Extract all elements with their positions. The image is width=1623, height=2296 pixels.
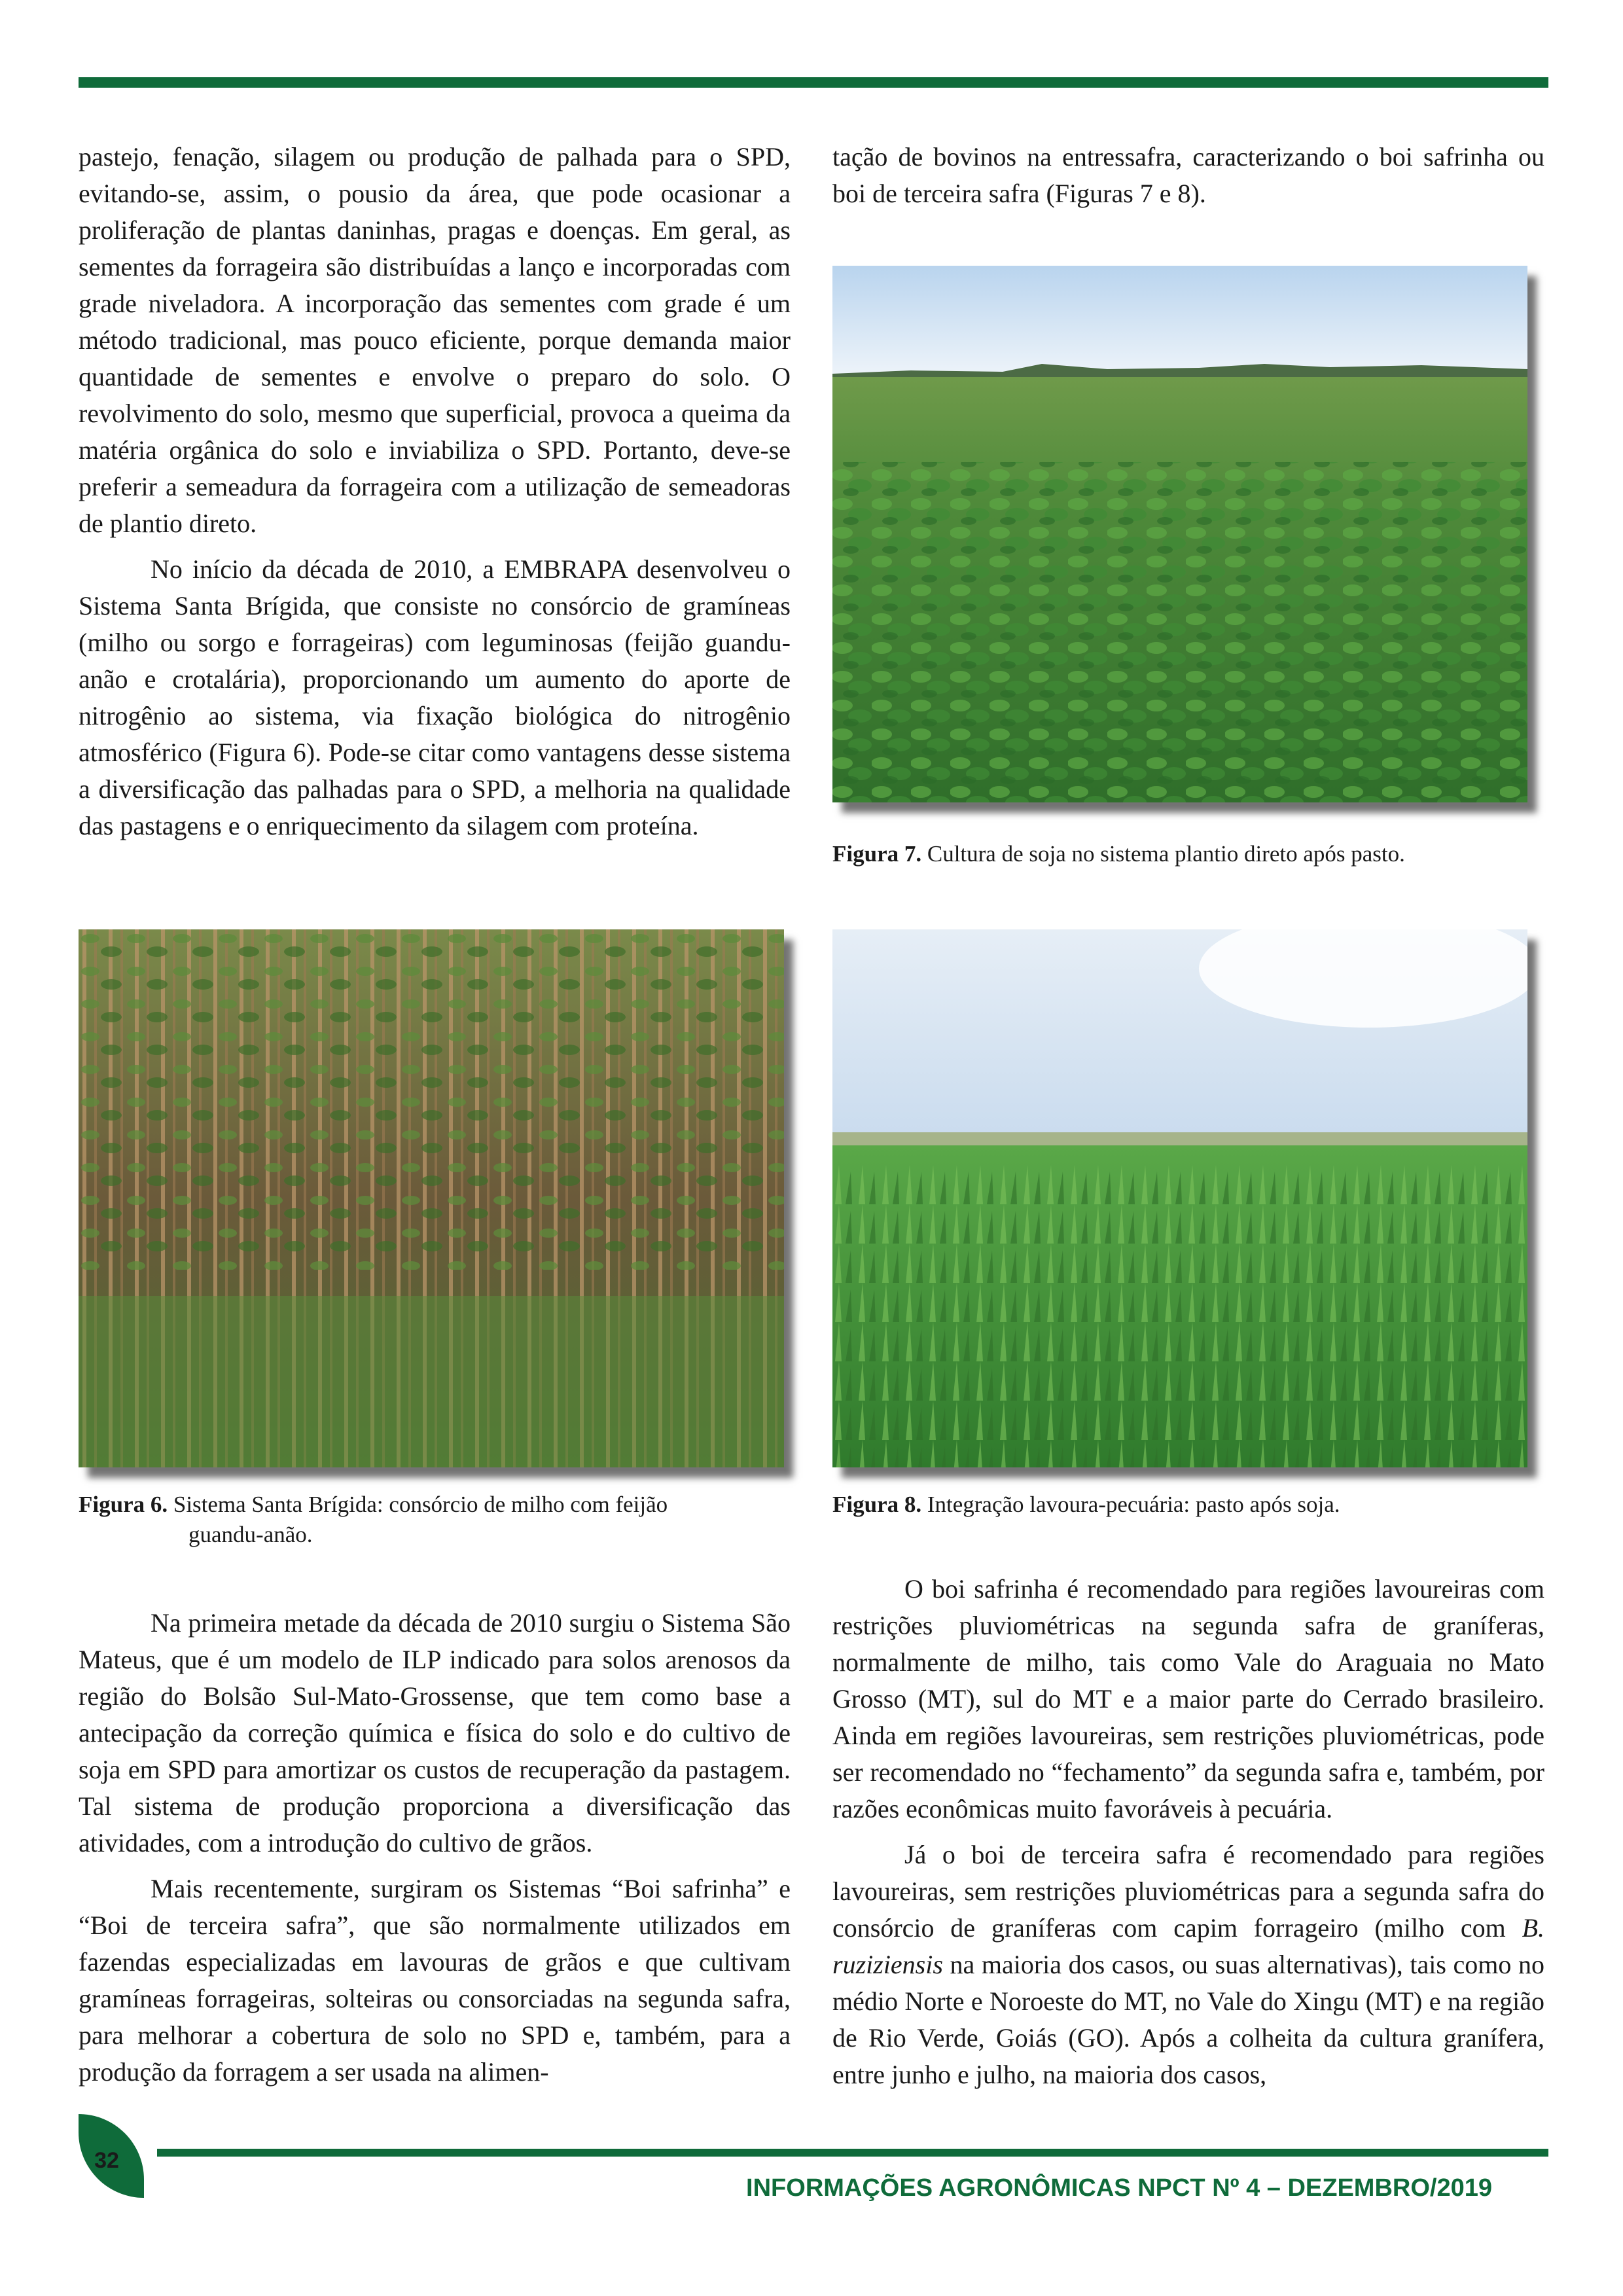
caption-label: Figura 8. [832,1492,922,1517]
paragraph-text: na maioria dos casos, ou suas alternativas), tais como no médio Norte e Noroeste do MT, no Vale do Xingu (MT) e na região de Rio Verde, Goiás (GO). Após a colheita da cultura granífera, entre junho e julho, na maioria dos casos, [832,1950,1544,2089]
figure-7-photo [832,266,1527,802]
right-column-bottom [832,1571,1544,2093]
paragraph: Mais recentemente, surgiram os Sistemas “Boi safrinha” e “Boi de terceira safra”, que são normalmente utilizados em fazendas especializadas em lavouras de grãos e que cultivam gramíneas forrageiras, solteiras ou consorciadas na segunda safra, para melhorar a cobertura de solo no SPD e, também, para a produção da forragem a ser usada na alimen- [79,1874,791,2087]
paragraph: No início da década de 2010, a EMBRAPA desenvolveu o Sistema Santa Brígida, que consiste no consórcio de gramíneas (milho ou sorgo e forrageiras) com leguminosas (feijão guandu-anão e crotalária), proporcionando um aumento do aporte de nitrogênio ao sistema, via fixação biológica do nitrogênio atmosférico (Figura 6). Pode-se citar como vantagens desse sistema a diversificação das palhadas para o SPD, a melhoria na qualidade das pastagens e o enriquecimento da silagem com proteína. [79,554,791,840]
caption-label: Figura 6. [79,1492,168,1517]
paragraph: tação de bovinos na entressafra, caracterizando o boi safrinha ou boi de terceira safra (Figuras 7 e 8). [832,142,1544,208]
soybean-field-image [832,266,1527,802]
paragraph: O boi safrinha é recomendado para regiões lavoureiras com restrições pluviométricas na segunda safra de graníferas, normalmente de milho, tais como Vale do Araguaia no Mato Grosso (MT), sul do MT e a maior parte do Cerrado brasileiro. Ainda em regiões lavoureiras, sem restrições pluviométricas, pode ser recomendado no “fechamento” da segunda safra e, também, por razões econômicas muito favoráveis à pecuária. [832,1574,1544,1823]
figure-6-photo [79,929,784,1467]
pasture-field-image [832,929,1527,1467]
figure-6-caption [79,1490,792,1550]
paragraph: pastejo, fenação, silagem ou produção de palhada para o SPD, evitando-se, assim, o pousio da área, que pode ocasionar a proliferação de plantas daninhas, pragas e doenças. Em geral, as sementes da forrageira são distribuídas a lanço e incorporadas com grade niveladora. A incorporação das sementes com grade é um método tradicional, mas pouco eficiente, porque demanda maior quantidade de sementes e envolve o preparo do solo. O revolvimento do solo, mesmo que superficial, provoca a queima da matéria orgânica do solo e inviabiliza o SPD. Portanto, deve-se preferir a semeadura da forrageira com a utilização de semeadoras de plantio direto. [79,142,791,538]
right-column-top [832,139,1544,212]
caption-text: Cultura de soja no sistema plantio direto após pasto. [927,841,1405,867]
footer-rule [157,2149,1548,2157]
paragraph [832,1837,1544,2093]
left-column-top [79,139,791,844]
page-number: 32 [94,2148,119,2173]
header-rule [79,77,1548,88]
left-column-bottom [79,1605,791,2090]
figure-7-caption [832,839,1546,869]
caption-label: Figura 7. [832,841,922,867]
paragraph-text: Já o boi de terceira safra é recomendado para regiões lavoureiras, sem restrições pluviométricas para a segunda safra do consórcio de graníferas com capim forrageiro (milho com [832,1840,1544,1943]
paragraph: Na primeira metade da década de 2010 surgiu o Sistema São Mateus, que é um modelo de ILP indicado para solos arenosos da região do Bolsão Sul-Mato-Grossense, que tem como base a antecipação da correção química e física do solo e do cultivo de soja em SPD para amortizar os custos de recuperação da pastagem. Tal sistema de produção proporciona a diversificação das atividades, com a introdução do cultivo de grãos. [79,1608,791,1857]
caption-text: Integração lavoura-pecuária: pasto após soja. [927,1492,1340,1517]
figure-8-caption [832,1490,1546,1520]
santa-brigida-image [79,929,784,1467]
figure-8-photo [832,929,1527,1467]
caption-text-continued: guandu-anão. [188,1522,313,1547]
publication-title: INFORMAÇÕES AGRONÔMICAS NPCT Nº 4 – DEZEMBRO/2019 [746,2174,1492,2202]
species-name: B. ruziziensis [832,1913,1544,1979]
caption-text: Sistema Santa Brígida: consórcio de milho com feijão [173,1492,668,1517]
